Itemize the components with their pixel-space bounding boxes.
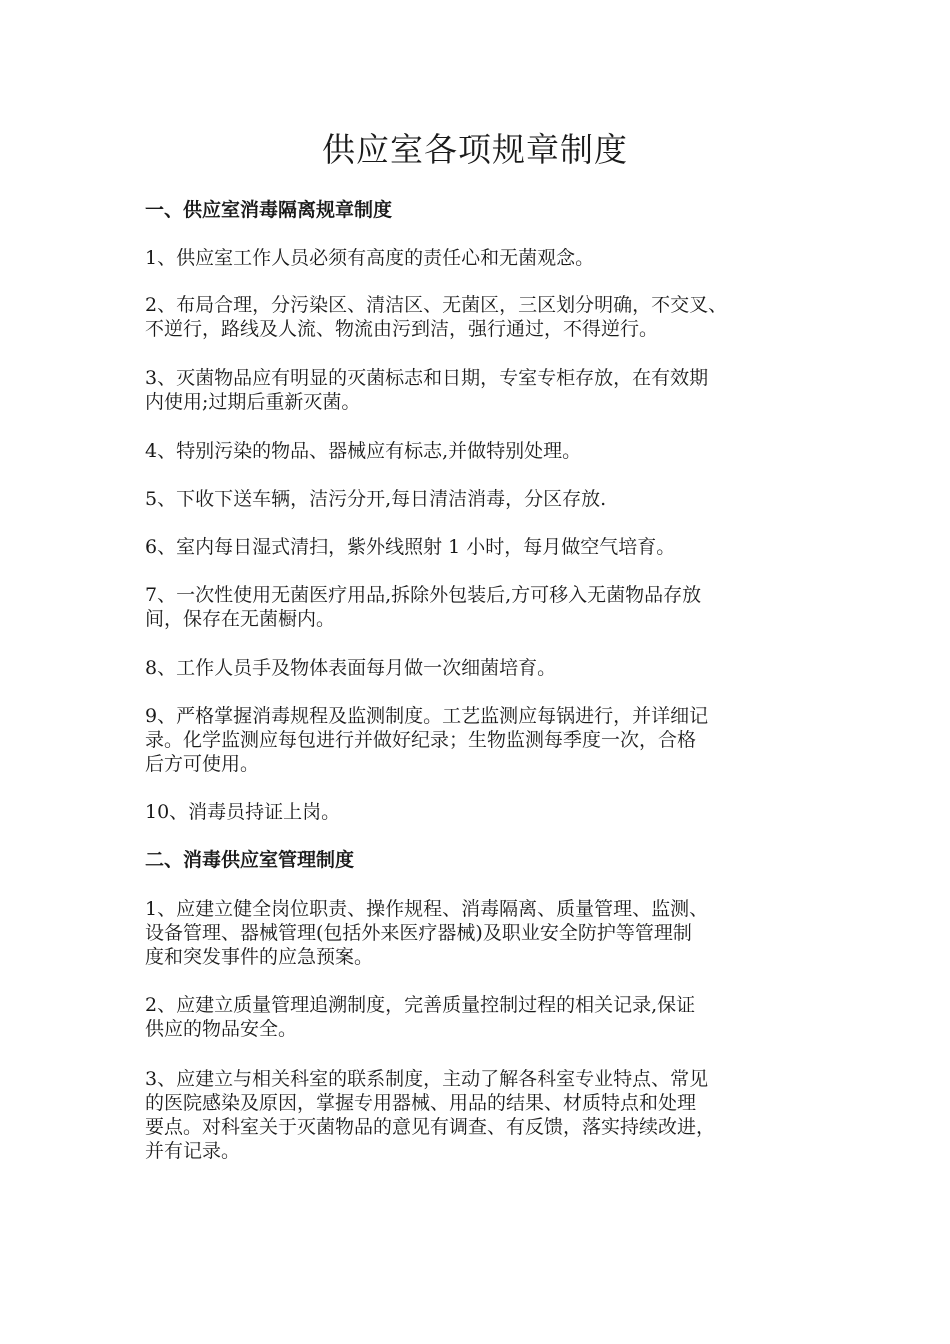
rule-item [145,583,817,631]
rule-line: 8、工作人员手及物体表面每月做一次细菌培育。 [145,657,557,679]
rule-item [145,439,817,463]
rule-line: 供应的物品安全。 [145,1018,298,1040]
rule-line: 7、一次性使用无菌医疗用品,拆除外包装后,方可移入无菌物品存放 [145,584,702,606]
rule-line: 4、特别污染的物品、器械应有标志,并做特别处理。 [145,440,582,462]
rule-line: 10、消毒员持证上岗。 [145,801,341,823]
rule-line: 3、应建立与相关科室的联系制度，主动了解各科室专业特点、常见 [145,1068,709,1090]
rule-item [145,656,817,680]
rule-line: 3、灭菌物品应有明显的灭菌标志和日期，专室专柜存放，在有效期 [145,367,709,389]
rule-item [145,897,817,969]
rule-item [145,366,817,414]
rule-line: 5、下收下送车辆，洁污分开,每日清洁消毒，分区存放. [145,488,607,510]
rule-line: 2、布局合理，分污染区、清洁区、无菌区，三区划分明确，不交叉、 [145,294,728,316]
rule-item [145,535,817,559]
rule-line: 6、室内每日湿式清扫，紫外线照射 1 小时，每月做空气培育。 [145,536,676,558]
rule-line: 后方可使用。 [145,753,260,775]
rule-line: 不逆行，路线及人流、物流由污到洁，强行通过，不得逆行。 [145,318,659,340]
rule-line: 内使用;过期后重新灭菌。 [145,391,361,413]
rule-line: 的医院感染及原因，掌握专用器械、用品的结果、材质特点和处理 [145,1092,697,1114]
rule-item [145,246,817,270]
rule-item [145,293,817,341]
rule-item [145,1067,817,1163]
section-heading-disinfection: 一、供应室消毒隔离规章制度 [145,199,393,221]
rule-line: 9、严格掌握消毒规程及监测制度。工艺监测应每锅进行，并详细记 [145,705,709,727]
rule-item [145,487,817,511]
rule-item [145,704,817,776]
rule-item [145,800,817,824]
rule-line: 1、应建立健全岗位职责、操作规程、消毒隔离、质量管理、监测、 [145,898,709,920]
rule-line: 1、供应室工作人员必须有高度的责任心和无菌观念。 [145,247,595,269]
rule-line: 录。化学监测应每包进行并做好纪录；生物监测每季度一次，合格 [145,729,697,751]
rule-line: 2、应建立质量管理追溯制度，完善质量控制过程的相关记录,保证 [145,994,696,1016]
rule-item [145,993,817,1041]
rule-line: 并有记录。 [145,1140,241,1162]
document-title: 供应室各项规章制度 [322,130,628,169]
section-heading-management: 二、消毒供应室管理制度 [145,849,355,871]
rule-line: 间，保存在无菌橱内。 [145,608,336,630]
rule-line: 设备管理、器械管理(包括外来医疗器械)及职业安全防护等管理制 [145,922,692,944]
rule-line: 度和突发事件的应急预案。 [145,946,374,968]
rule-line: 要点。对科室关于灭菌物品的意见有调查、有反馈，落实持续改进， [145,1116,716,1138]
